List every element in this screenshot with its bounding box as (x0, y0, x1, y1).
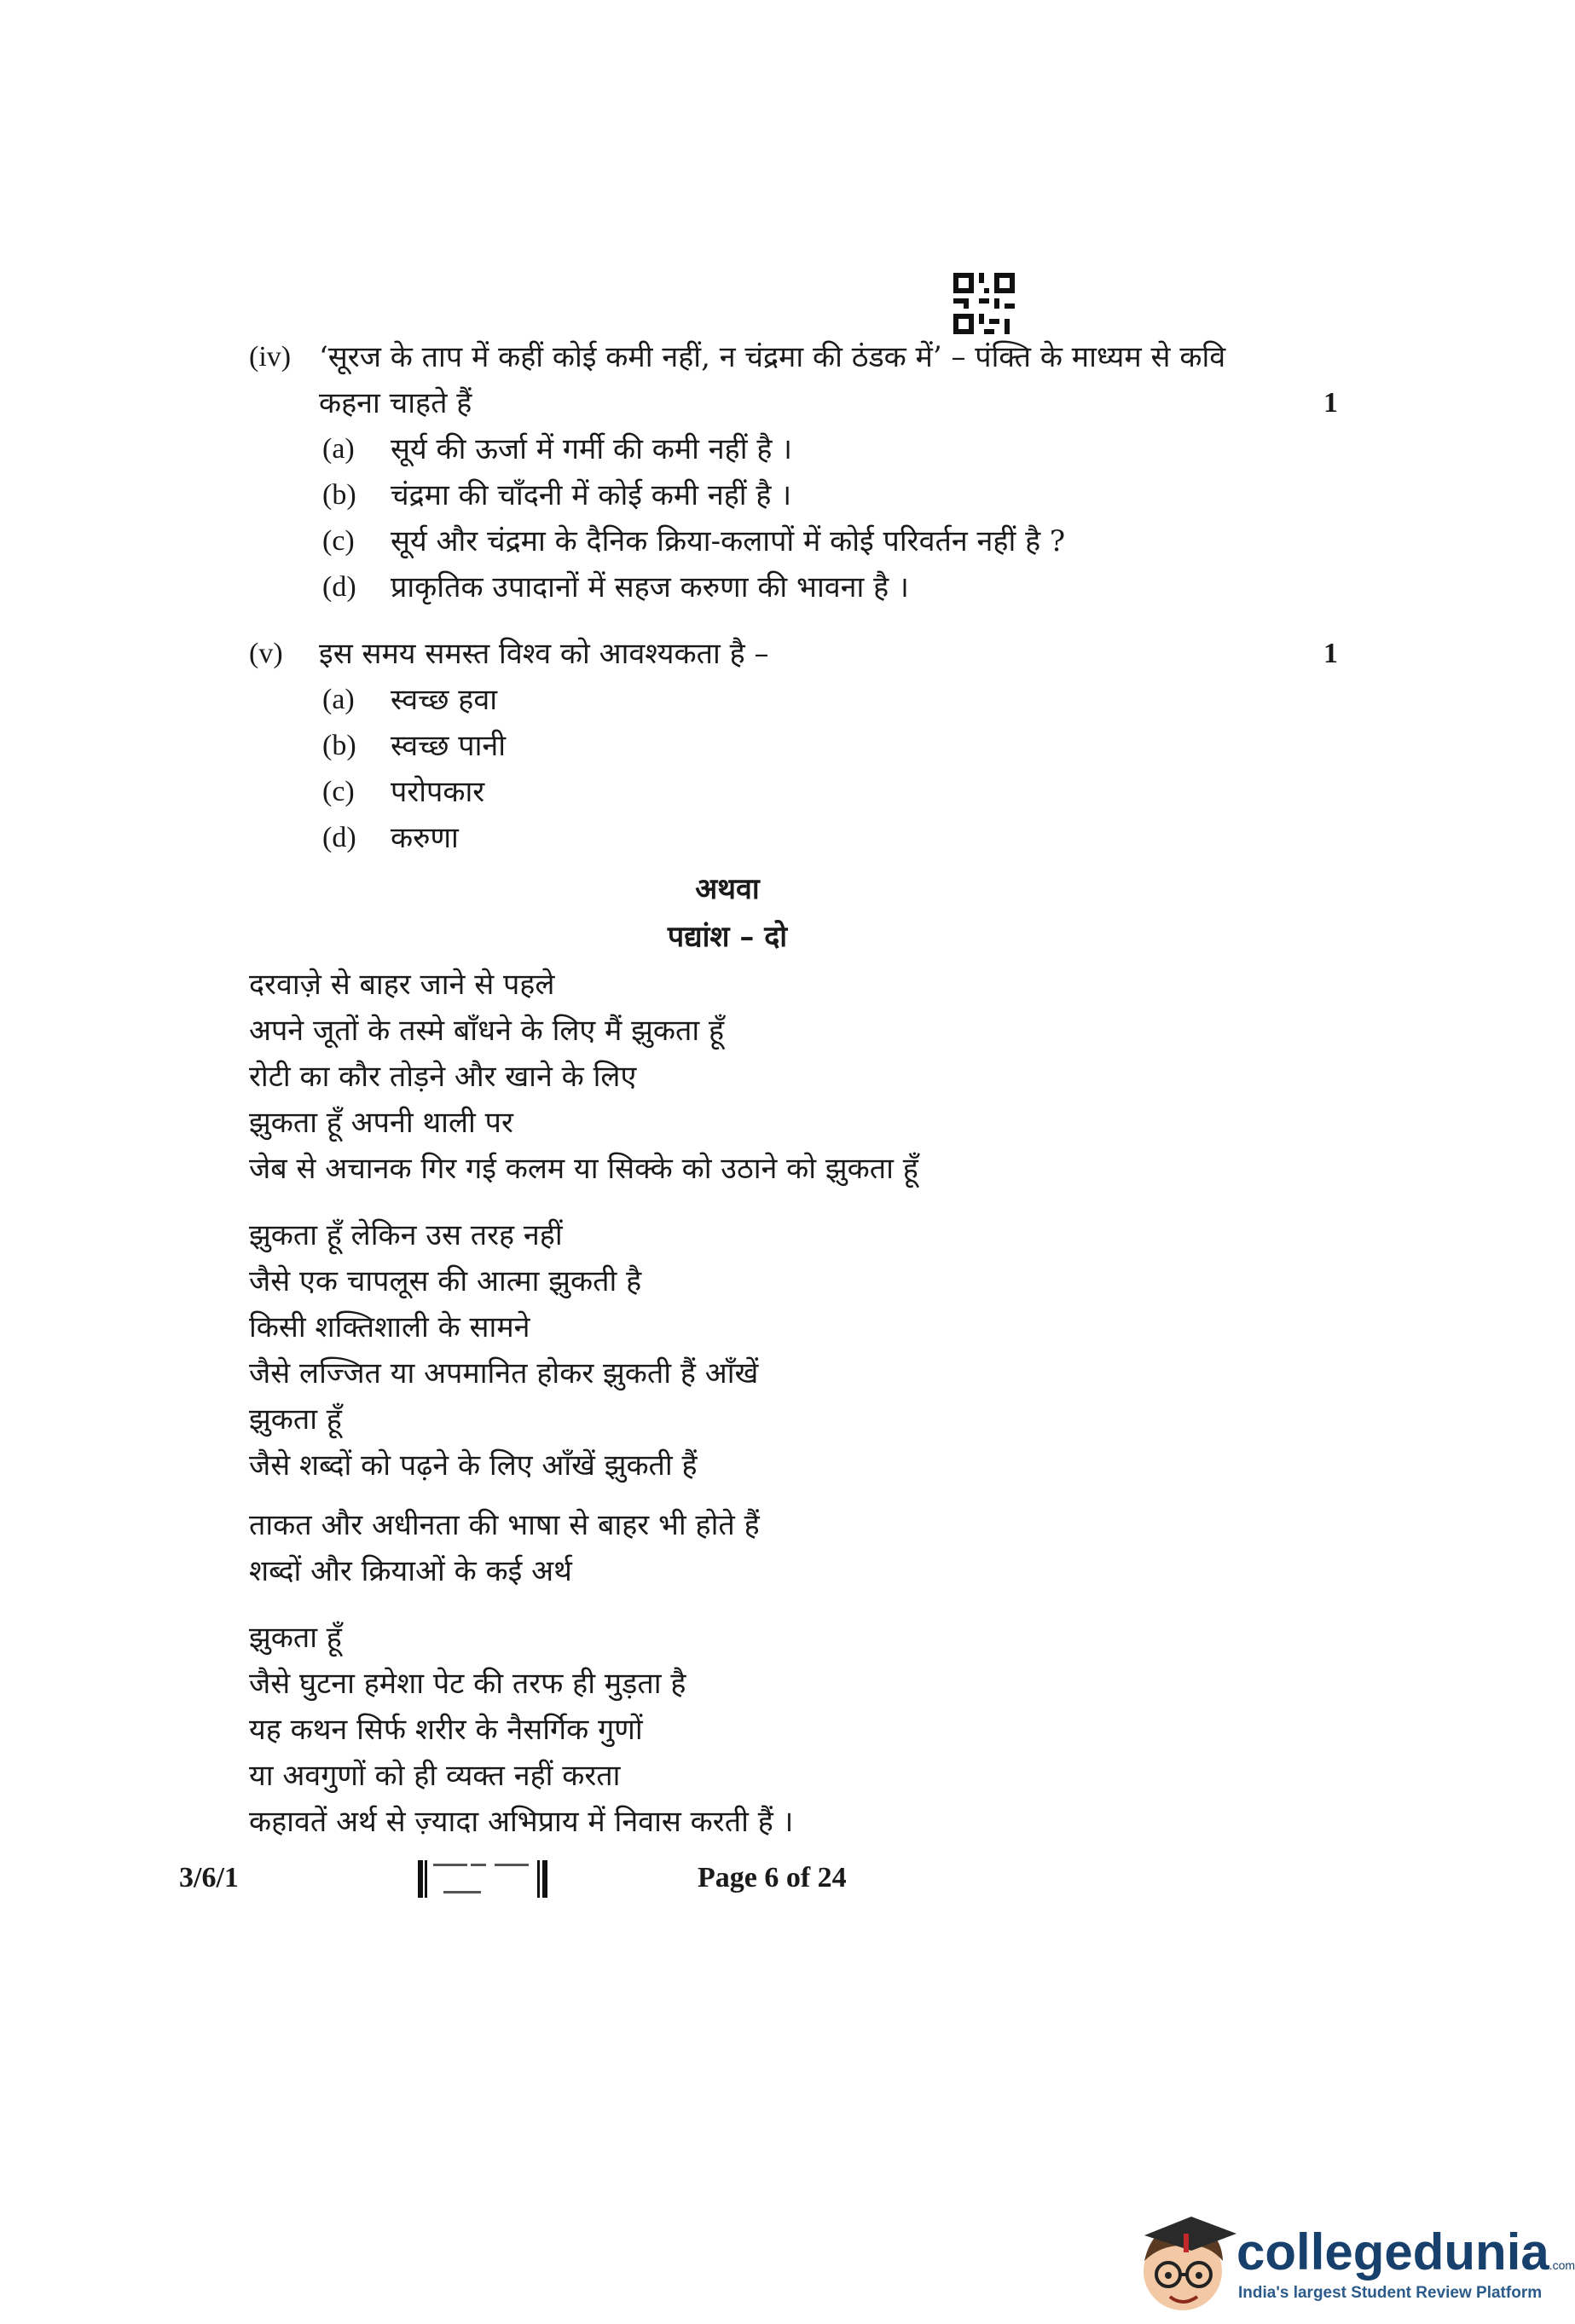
question-text-line: इस समय समस्त विश्व को आवश्यकता है – (319, 637, 769, 671)
mascot-icon (1127, 2201, 1238, 2321)
poem-line: जैसे लज्जित या अपमानित होकर झुकती हैं आँखें (249, 1356, 759, 1390)
barcode-icon (418, 1859, 551, 1899)
option-text: करुणा (391, 821, 459, 855)
option-letter: (a) (322, 433, 355, 465)
page-number: Page 6 of 24 (698, 1862, 847, 1893)
option-letter: (d) (322, 571, 356, 603)
poem-line: झुकता हूँ लेकिन उस तरह नहीं (249, 1218, 563, 1252)
poem-line: किसी शक्तिशाली के सामने (249, 1310, 530, 1344)
poem-line: जेब से अचानक गिर गई कलम या सिक्के को उठाने को झुकता हूँ (249, 1152, 918, 1186)
qr-code-icon (953, 273, 1015, 334)
poem-line: कहावतें अर्थ से ज़्यादा अभिप्राय में निवास करती हैं । (249, 1805, 794, 1839)
option-letter: (b) (322, 730, 356, 761)
poem-line: दरवाज़े से बाहर जाने से पहले (249, 968, 555, 1002)
poem-line: ताकत और अधीनता की भाषा से बाहर भी होते हैं (249, 1508, 760, 1542)
poem-line: रोटी का कौर तोड़ने और खाने के लिए (249, 1060, 637, 1094)
poem-line: जैसे एक चापलूस की आत्मा झुकती है (249, 1264, 642, 1298)
question-number: (iv) (249, 341, 292, 373)
question-marks: 1 (1323, 387, 1338, 419)
question-marks: 1 (1323, 638, 1338, 669)
option-text: चंद्रमा की चाँदनी में कोई कमी नहीं है । (391, 478, 792, 512)
poem-line: जैसे शब्दों को पढ़ने के लिए आँखें झुकती हैं (249, 1448, 698, 1483)
or-heading: अथवा (695, 872, 760, 906)
option-letter: (a) (322, 684, 355, 715)
poem-line: शब्दों और क्रियाओं के कई अर्थ (249, 1554, 572, 1588)
logo-name: collegedunia (1236, 2223, 1549, 2281)
option-letter: (c) (322, 525, 355, 557)
passage-heading: पद्यांश – दो (667, 920, 788, 954)
option-text: सूर्य और चंद्रमा के दैनिक क्रिया-कलापों में कोई परिवर्तन नहीं है ? (391, 524, 1066, 558)
option-text: प्राकृतिक उपादानों में सहज करुणा की भावना है । (391, 570, 909, 604)
logo-suffix: .com (1549, 2258, 1575, 2272)
question-text-line: कहना चाहते हैं (319, 386, 472, 420)
poem-line: या अवगुणों को ही व्यक्त नहीं करता (249, 1759, 621, 1793)
option-text: स्वच्छ हवा (391, 683, 498, 717)
collegedunia-logo (1127, 2201, 1575, 2321)
logo-tagline: India's largest Student Review Platform (1238, 2284, 1543, 2302)
poem-line: झुकता हूँ (249, 1621, 342, 1655)
option-letter: (d) (322, 822, 356, 853)
option-letter: (c) (322, 776, 355, 807)
poem-line: अपने जूतों के तस्मे बाँधने के लिए मैं झुकता हूँ (249, 1014, 725, 1048)
paper-code: 3/6/1 (179, 1862, 239, 1893)
question-number: (v) (249, 638, 283, 669)
poem-line: झुकता हूँ (249, 1402, 342, 1437)
option-text: सूर्य की ऊर्जा में गर्मी की कमी नहीं है । (391, 432, 793, 466)
option-letter: (b) (322, 479, 356, 511)
option-text: परोपकार (391, 775, 485, 809)
poem-line: झुकता हूँ अपनी थाली पर (249, 1106, 513, 1140)
option-text: स्वच्छ पानी (391, 729, 507, 763)
poem-line: यह कथन सिर्फ शरीर के नैसर्गिक गुणों (249, 1713, 643, 1747)
poem-line: जैसे घुटना हमेशा पेट की तरफ ही मुड़ता है (249, 1667, 686, 1701)
question-text-line: ‘सूरज के ताप में कहीं कोई कमी नहीं, न चंद्रमा की ठंडक में’ – पंक्ति के माध्यम से कवि (319, 340, 1226, 374)
